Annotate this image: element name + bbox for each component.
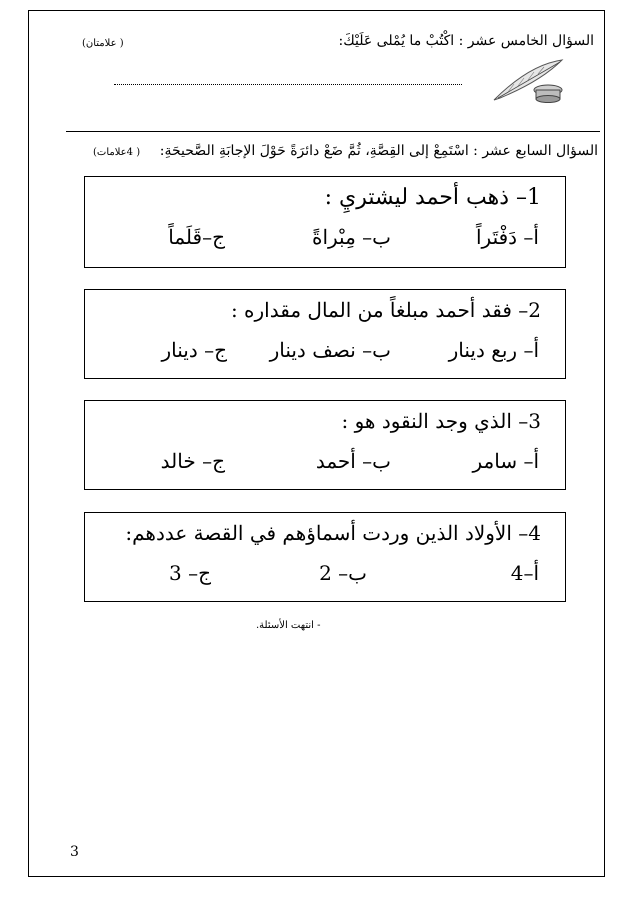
question-box-4	[84, 512, 566, 602]
section-divider	[66, 131, 600, 132]
option-b[interactable]: ب– 2	[319, 561, 367, 585]
option-a[interactable]: أ– دَفْتَراً	[475, 225, 539, 249]
quill-inkwell-icon	[490, 58, 572, 104]
option-a[interactable]: أ–4	[510, 561, 539, 585]
question-15-marks: ( علامتان)	[82, 38, 124, 49]
question-box-3	[84, 400, 566, 490]
question-stem: 1– ذهب أحمد ليشتريِ :	[324, 185, 541, 210]
question-17-marks: ( 4علامات)	[93, 147, 141, 158]
dictation-writing-line	[114, 84, 462, 85]
question-stem: 3– الذي وجد النقود هو :	[341, 409, 541, 433]
end-of-questions-note: - انتهت الأسئلة.	[256, 620, 321, 631]
question-17-title: السؤال السابع عشر : اسْتَمِعْ إلى القِصَّةِ، ثُمَّ ضَعْ دائرَةً حَوْلَ الإجابَةِ الصَّحيحَةِ:	[159, 143, 598, 159]
option-c[interactable]: ج– خالد	[160, 449, 225, 473]
option-c[interactable]: ج–قَلَماً	[168, 225, 225, 249]
option-b[interactable]: ب– أحمد	[315, 449, 391, 473]
question-15-title: السؤال الخامس عشر : اكْتُبْ ما يُمْلى عَلَيْكَ:	[338, 33, 594, 49]
option-c[interactable]: ج– 3	[168, 561, 211, 585]
option-a[interactable]: أ– سامر	[472, 449, 539, 473]
option-b[interactable]: ب– نصف دينار	[269, 338, 391, 362]
page-number: 3	[70, 844, 79, 860]
question-box-1	[84, 176, 566, 268]
question-stem: 2– فقد أحمد مبلغاً من المال مقداره :	[230, 298, 541, 322]
option-a[interactable]: أ– ربع دينار	[448, 338, 539, 362]
option-c[interactable]: ج– دينار	[161, 338, 227, 362]
question-box-2	[84, 289, 566, 379]
question-stem: 4– الأولاد الذين وردت أسماؤهم في القصة عددهم:	[125, 521, 541, 545]
option-b[interactable]: ب– مِبْراةً	[311, 225, 391, 249]
